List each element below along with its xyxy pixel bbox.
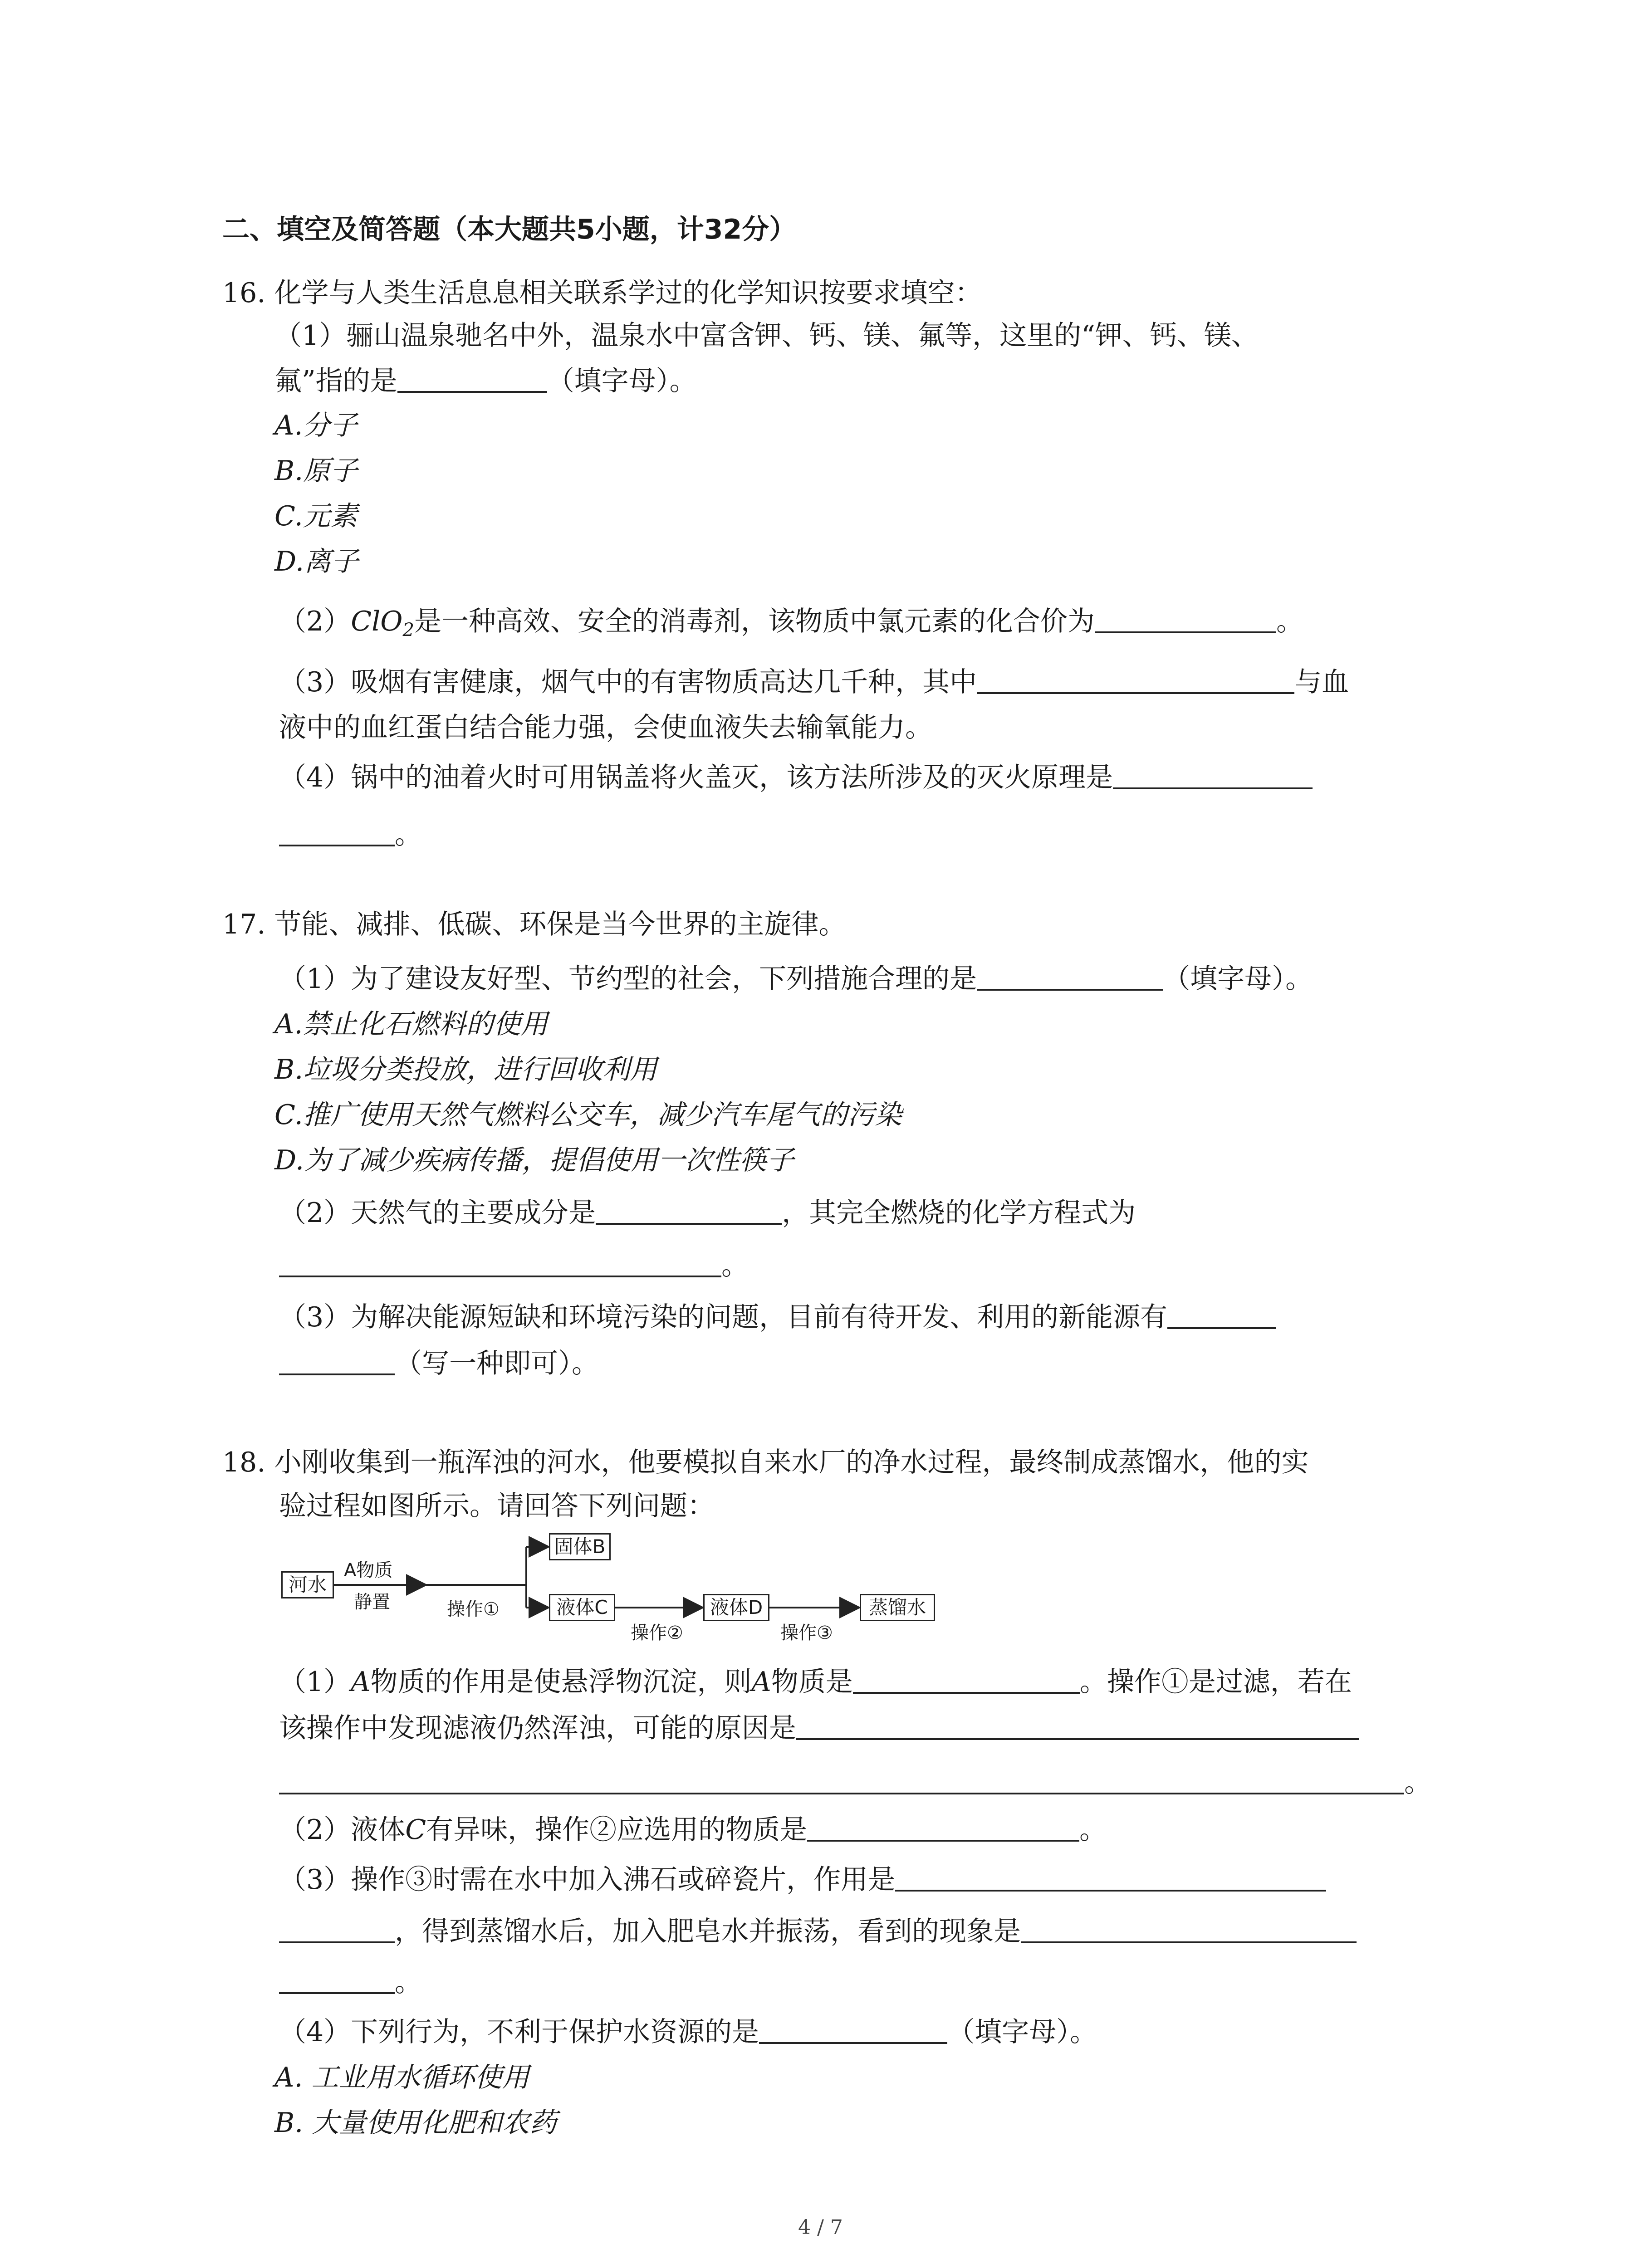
box-liquid-d: 液体D (703, 1594, 769, 1621)
answer-blank[interactable] (977, 665, 1294, 694)
answer-blank[interactable] (279, 1965, 395, 1994)
page-number: 4 / 7 (798, 2216, 843, 2239)
q18-part4: （4）下列行为，不利于保护水资源的是 （填字母）。 (279, 2014, 1097, 2050)
q16-option-c: C.元素 (274, 500, 358, 532)
q16-part2: （2）ClO$_2$是一种高效、安全的消毒剂，该物质中氯元素的化合价为 。 (279, 603, 1303, 648)
answer-blank[interactable] (596, 1196, 782, 1225)
box-liquid-c: 液体C (549, 1594, 615, 1621)
q16-part1-line2: 氟”指的是 （填字母）。 (274, 363, 697, 399)
answer-blank[interactable] (279, 1248, 721, 1277)
q17-part3-line1: （3）为解决能源短缺和环境污染的问题，目前有待开发、利用的新能源有 (279, 1299, 1276, 1335)
box-river: 河水 (281, 1571, 334, 1598)
answer-blank[interactable] (807, 1813, 1079, 1842)
box-distilled-water: 蒸馏水 (860, 1594, 935, 1621)
answer-blank[interactable] (279, 1765, 1404, 1794)
q18-part1-line3: 。 (279, 1765, 1431, 1801)
answer-blank[interactable] (279, 1346, 395, 1375)
answer-blank[interactable] (397, 364, 547, 393)
q18-part3-line3: 。 (279, 1964, 422, 2000)
answer-blank[interactable] (279, 1914, 395, 1943)
answer-blank[interactable] (1021, 1914, 1357, 1943)
q17-part3-line2: （写一种即可）。 (279, 1345, 599, 1382)
q18-stem-line2: 验过程如图所示。请回答下列问题： (279, 1490, 715, 1522)
q17-option-a: A.禁止化石燃料的使用 (274, 1008, 548, 1040)
answer-blank[interactable] (1167, 1300, 1276, 1329)
q17-option-b: B.垃圾分类投放，进行回收利用 (274, 1054, 657, 1085)
q16-part3-line2: 液中的血红蛋白结合能力强，会使血液失去输氧能力。 (279, 712, 932, 743)
q17-option-c: C.推广使用天然气燃料公交车，减少汽车尾气的污染 (274, 1099, 902, 1131)
q16-option-d: D.离子 (274, 546, 359, 577)
q16-part4-line2: 。 (279, 816, 422, 853)
q18-option-a: A. 工业用水循环使用 (274, 2062, 529, 2093)
answer-blank[interactable] (1095, 604, 1276, 633)
q16-part4-line1: （4）锅中的油着火时可用锅盖将火盖灭，该方法所涉及的灭火原理是 (279, 759, 1313, 796)
label-op3: 操作③ (780, 1623, 833, 1643)
answer-blank[interactable] (853, 1665, 1080, 1694)
q16-stem: 16. 化学与人类生活息息相关联系学过的化学知识按要求填空： (222, 277, 982, 309)
answer-blank[interactable] (759, 2015, 947, 2044)
q18-part1-line1: （1）A物质的作用是使悬浮物沉淀，则A物质是 。操作①是过滤，若在 (279, 1664, 1352, 1700)
label-settle: 静置 (354, 1592, 390, 1613)
q16-part3-line1: （3）吸烟有害健康，烟气中的有害物质高达几千种，其中 与血 (279, 664, 1349, 700)
q18-option-b: B. 大量使用化肥和农药 (274, 2107, 557, 2139)
label-op2: 操作② (631, 1623, 683, 1643)
label-a-substance: A物质 (344, 1560, 393, 1581)
q18-part1-line2: 该操作中发现滤液仍然浑浊，可能的原因是 (279, 1710, 1359, 1746)
label-op1: 操作① (447, 1599, 500, 1620)
q16-option-a: A.分子 (274, 410, 358, 441)
q16-part1-line1: （1）骊山温泉驰名中外，温泉水中富含钾、钙、镁、氟等，这里的“钾、钙、镁、 (274, 320, 1259, 352)
section-title: 二、填空及简答题（本大题共5小题，计32分） (222, 214, 797, 245)
q16-option-b: B.原子 (274, 455, 358, 487)
q17-part2-line1: （2）天然气的主要成分是 ，其完全燃烧的化学方程式为 (279, 1195, 1136, 1231)
q18-part3-line1: （3）操作③时需在水中加入沸石或碎瓷片，作用是 (279, 1862, 1326, 1898)
answer-blank[interactable] (796, 1711, 1359, 1740)
answer-blank[interactable] (279, 817, 395, 846)
answer-blank[interactable] (895, 1862, 1326, 1892)
q17-part2-line2: 。 (279, 1247, 749, 1284)
answer-blank[interactable] (1113, 760, 1313, 789)
box-solid-b: 固体B (549, 1533, 611, 1560)
q18-stem-line1: 18. 小刚收集到一瓶浑浊的河水，他要模拟自来水厂的净水过程，最终制成蒸馏水，他的实 (222, 1447, 1309, 1478)
answer-blank[interactable] (977, 962, 1163, 991)
q17-option-d: D.为了减少疾病传播，提倡使用一次性筷子 (274, 1144, 794, 1176)
q18-part3-line2: ，得到蒸馏水后，加入肥皂水并振荡，看到的现象是 (279, 1913, 1357, 1950)
q17-stem: 17. 节能、减排、低碳、环保是当今世界的主旋律。 (222, 909, 846, 940)
q18-part2: （2）液体C有异味，操作②应选用的物质是 。 (279, 1812, 1107, 1848)
q17-part1: （1）为了建设友好型、节约型的社会，下列措施合理的是 （填字母）。 (279, 961, 1313, 997)
